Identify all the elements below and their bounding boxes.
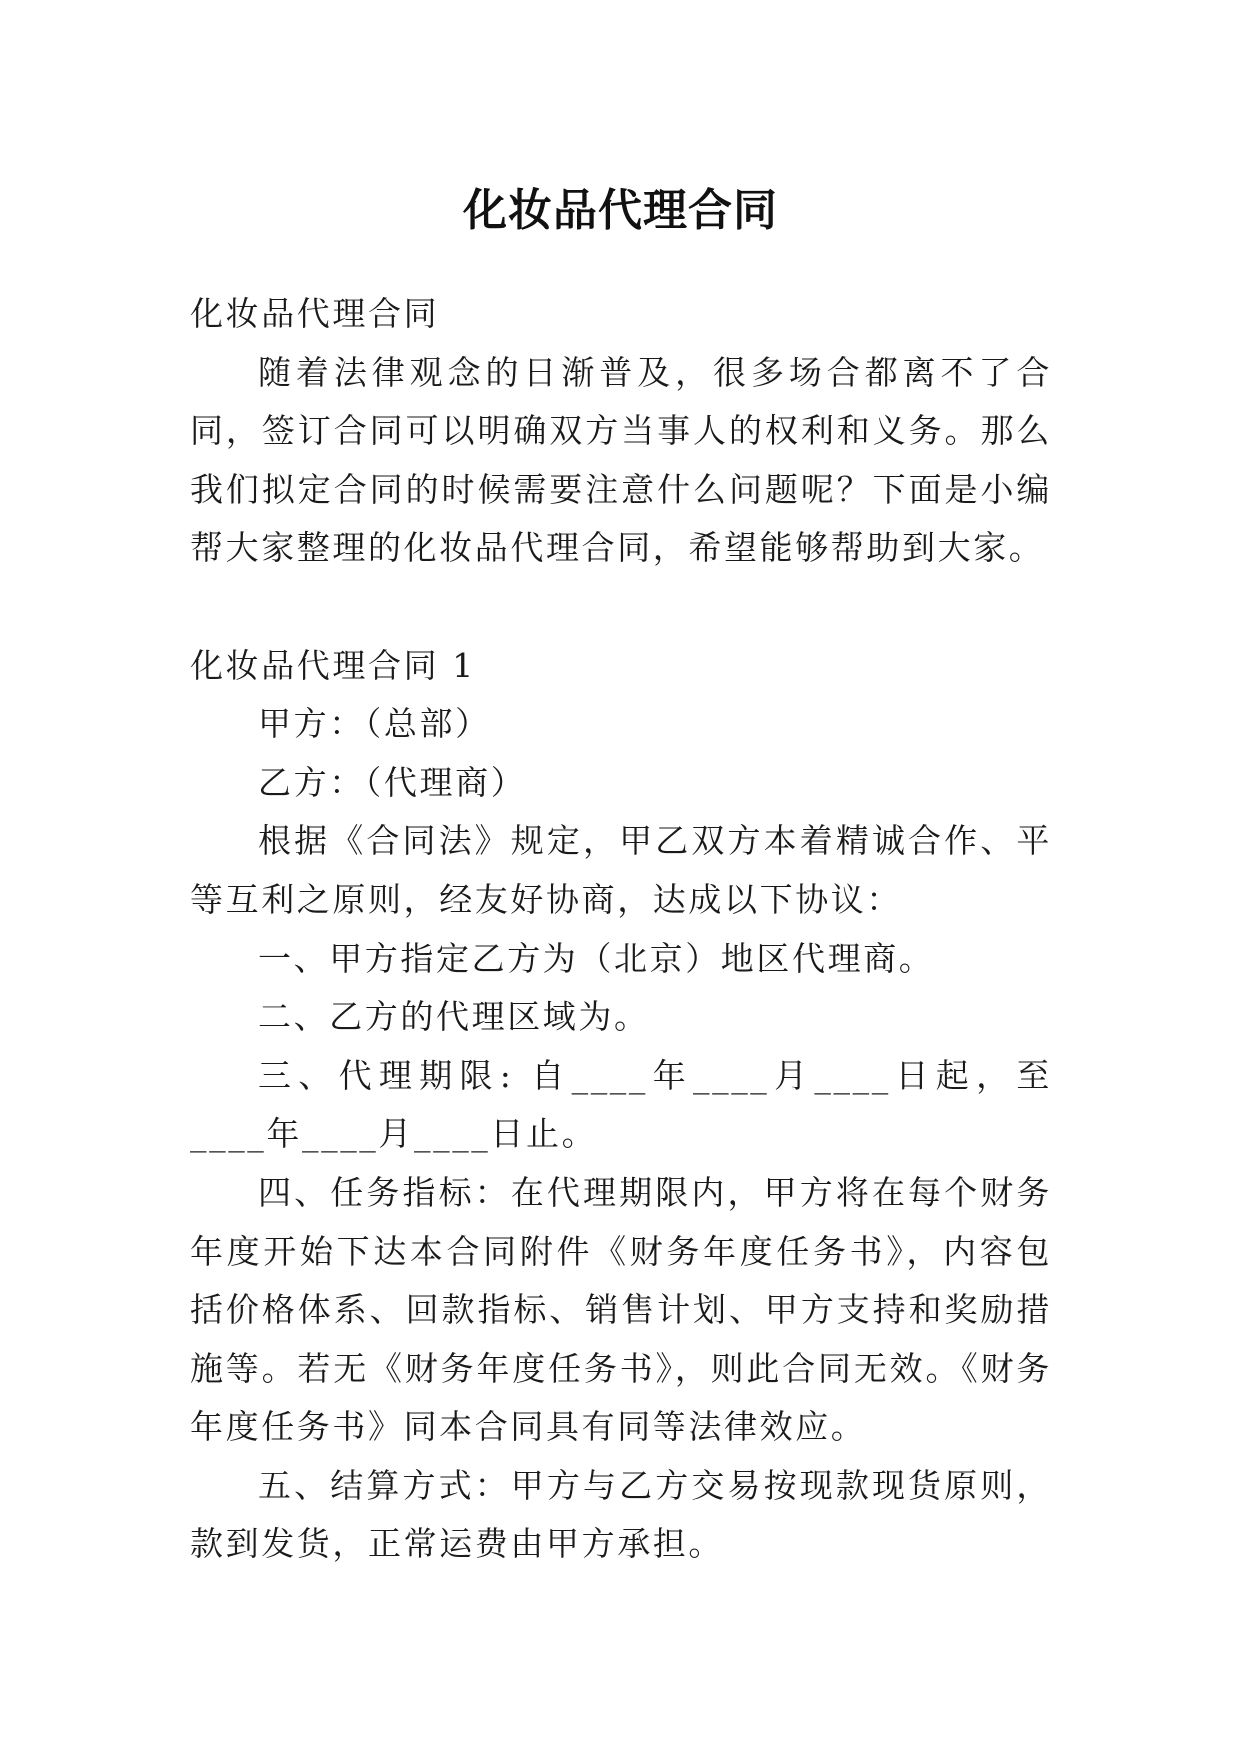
intro-heading: 化妆品代理合同	[190, 294, 440, 333]
preamble-paragraph: 根据《合同法》规定，甲乙双方本着精诚合作、平等互利之原则，经友好协商，达成以下协议：	[190, 821, 1052, 919]
document-title: 化妆品代理合同	[463, 185, 778, 237]
document-body	[190, 285, 1052, 1574]
clause-3: 三、代理期限: 自____年____月____日起，至____年____月____日止。	[190, 1055, 1052, 1154]
clause-2: 二、乙方的代理区域为。	[258, 997, 650, 1037]
party-a-line: 甲方：（总部）	[258, 704, 491, 744]
party-b-line: 乙方：（代理商）	[258, 762, 527, 802]
contract-1-heading: 化妆品代理合同 1	[190, 645, 476, 685]
clause-1: 一、甲方指定乙方为（北京）地区代理商。	[258, 938, 935, 978]
clause-5: 五、结算方式：甲方与乙方交易按现款现货原则，款到发货，正常运费由甲方承担。	[190, 1465, 1052, 1564]
intro-paragraph: 随着法律观念的日渐普及，很多场合都离不了合同，签订合同可以明确双方当事人的权利和义务。那么我们拟定合同的时候需要注意什么问题呢？下面是小编帮大家整理的化妆品代理合同，希望能够帮助到大家。	[190, 352, 1052, 568]
clause-4: 四、任务指标：在代理期限内，甲方将在每个财务年度开始下达本合同附件《财务年度任务书》，内容包括价格体系、回款指标、销售计划、甲方支持和奖励措施等。若无《财务年度任务书》，则此合同无效。《财务年度任务书》同本合同具有同等法律效应。	[190, 1172, 1052, 1447]
